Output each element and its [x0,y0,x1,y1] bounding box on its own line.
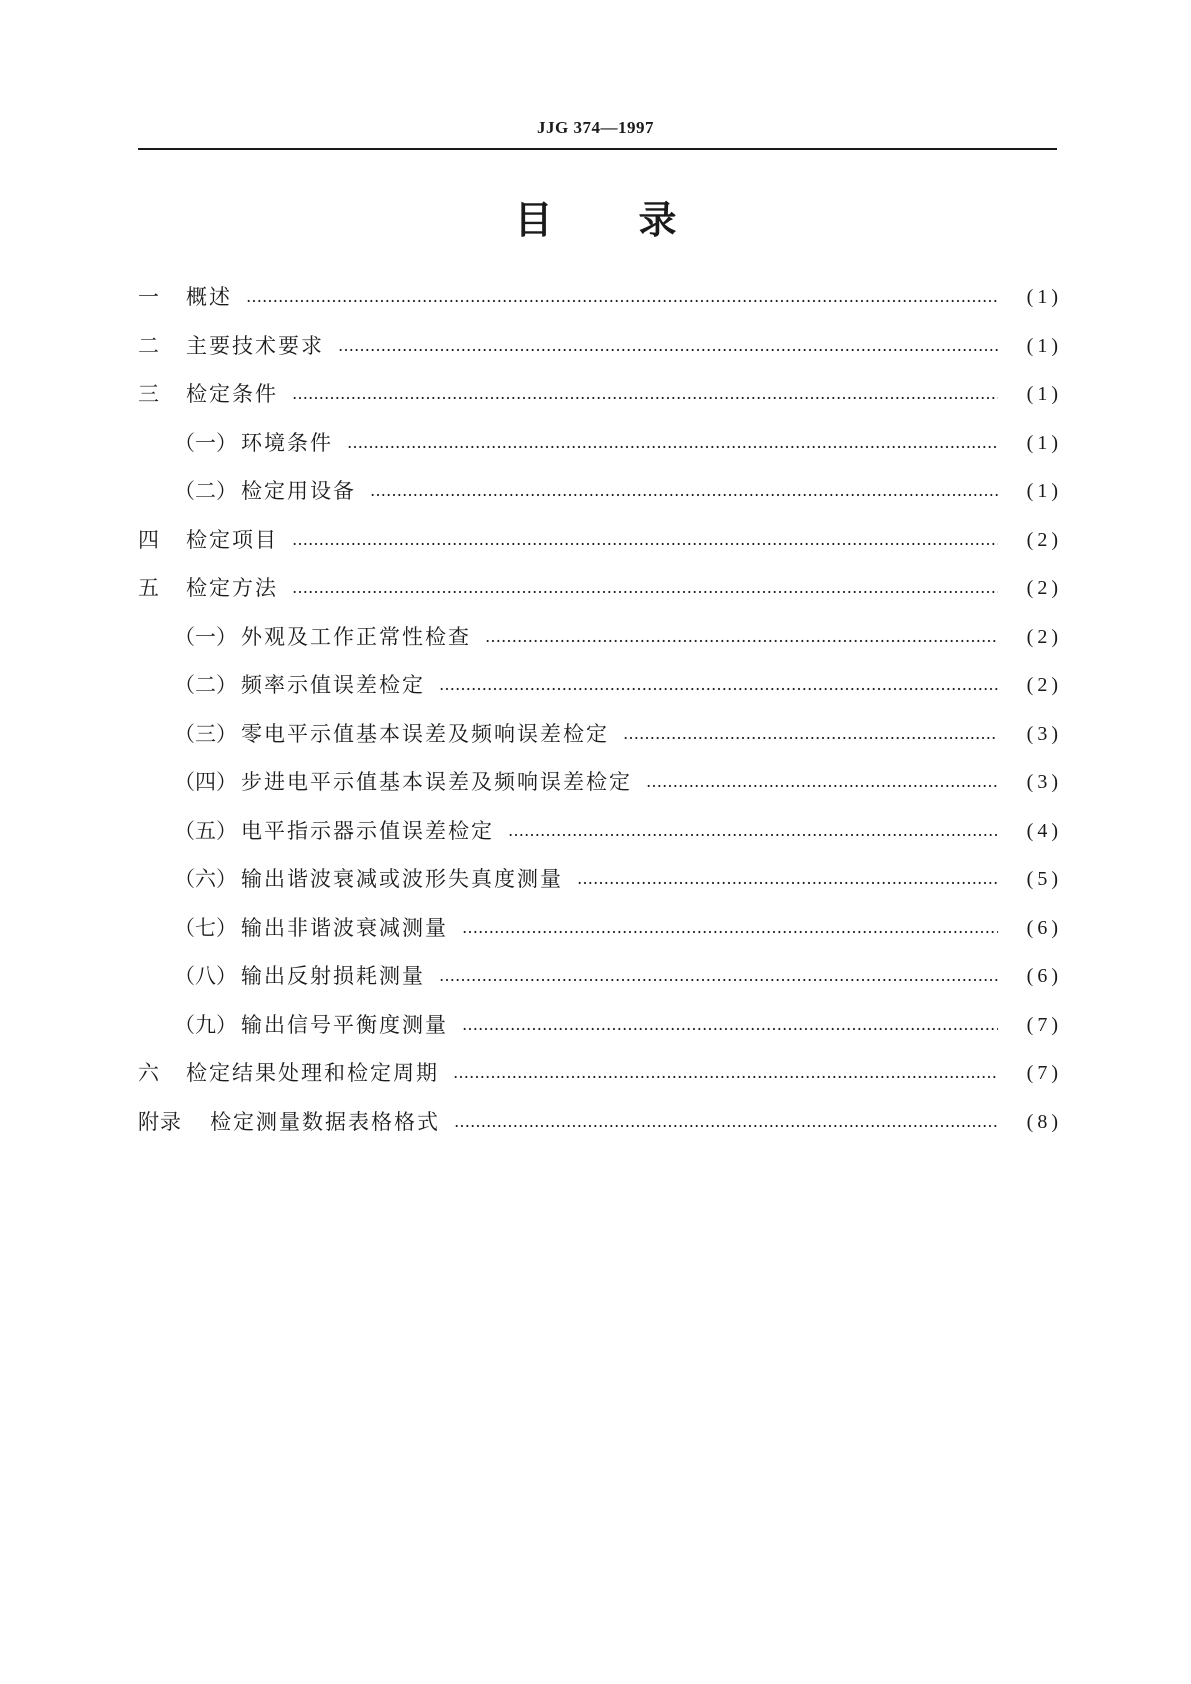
toc-dot-leader [577,865,998,893]
toc-entry-number: （三） [174,721,237,746]
toc-dot-leader [292,380,998,408]
toc-entry-page: ( 8 ) [1026,1110,1058,1133]
toc-subentry[interactable] [138,710,1058,759]
toc-entry-title: 检定结果处理和检定周期 [186,1061,439,1086]
toc-entry-number: （一） [174,624,237,649]
toc-entry-page: ( 7 ) [1026,1062,1058,1085]
toc-entry-page: ( 3 ) [1026,771,1058,794]
toc-entry-title: 频率示值误差检定 [241,673,425,698]
toc-entry-page: ( 6 ) [1026,916,1058,939]
toc-entry[interactable] [138,1049,1058,1098]
toc-entry-number: （二） [174,479,237,504]
toc-dot-leader [347,429,998,457]
toc-entry-page: ( 7 ) [1026,1013,1058,1036]
toc-dot-leader [454,1108,998,1136]
toc-entry-number: 附录 [138,1109,182,1134]
toc-entry-number: 一 [138,285,161,310]
toc-entry-number: （二） [174,673,237,698]
toc-entry-number: （六） [174,867,237,892]
toc-dot-leader [453,1059,998,1087]
toc-entry-page: ( 2 ) [1026,528,1058,551]
toc-subentry[interactable] [138,904,1058,953]
toc-title-char-1: 目 [514,198,553,242]
toc-entry-title: 主要技术要求 [186,333,324,358]
toc-entry-number: 二 [138,333,161,358]
toc-entry[interactable] [138,370,1058,419]
toc-subentry[interactable] [138,467,1058,516]
toc-dot-leader [439,671,998,699]
toc-dot-leader [485,623,998,651]
toc-dot-leader [623,720,998,748]
toc-entry-title: 环境条件 [241,430,333,455]
toc-entry-title: 检定条件 [186,382,278,407]
table-of-contents [138,273,1058,1146]
toc-entry-page: ( 6 ) [1026,965,1058,988]
toc-entry-title: 输出反射损耗测量 [241,964,425,989]
toc-entry-number: 四 [138,527,161,552]
toc-entry-number: （八） [174,964,237,989]
toc-dot-leader [508,817,998,845]
toc-title [0,196,1191,244]
toc-entry-page: ( 3 ) [1026,722,1058,745]
toc-entry-title: 检定项目 [186,527,278,552]
toc-entry-title: 输出非谐波衰减测量 [241,915,448,940]
toc-subentry[interactable] [138,1001,1058,1050]
toc-subentry[interactable] [138,661,1058,710]
toc-subentry[interactable] [138,807,1058,856]
toc-dot-leader [439,962,998,990]
toc-subentry[interactable] [138,952,1058,1001]
toc-entry-page: ( 1 ) [1026,286,1058,309]
toc-entry-number: （四） [174,770,237,795]
toc-entry-title: 概述 [186,285,232,310]
toc-entry-number: 五 [138,576,161,601]
toc-entry-number: （九） [174,1012,237,1037]
toc-entry-page: ( 2 ) [1026,625,1058,648]
toc-entry[interactable] [138,322,1058,371]
toc-subentry[interactable] [138,855,1058,904]
toc-entry-title: 步进电平示值基本误差及频响误差检定 [241,770,632,795]
toc-entry-number: （五） [174,818,237,843]
toc-entry-page: ( 2 ) [1026,577,1058,600]
toc-dot-leader [246,283,998,311]
toc-dot-leader [462,1011,998,1039]
toc-entry-page: ( 1 ) [1026,383,1058,406]
toc-dot-leader [370,477,998,505]
toc-entry[interactable] [138,516,1058,565]
header-divider [138,148,1057,150]
toc-dot-leader [338,332,998,360]
toc-entry-number: （一） [174,430,237,455]
toc-entry-title: 检定用设备 [241,479,356,504]
toc-entry-page: ( 1 ) [1026,334,1058,357]
toc-entry-page: ( 2 ) [1026,674,1058,697]
toc-dot-leader [462,914,998,942]
toc-entry-page: ( 1 ) [1026,431,1058,454]
toc-subentry[interactable] [138,419,1058,468]
toc-subentry[interactable] [138,758,1058,807]
toc-entry-title: 检定方法 [186,576,278,601]
toc-entry-title: 电平指示器示值误差检定 [241,818,494,843]
toc-entry-page: ( 5 ) [1026,868,1058,891]
toc-entry-number: 六 [138,1061,161,1086]
toc-entry-number: 三 [138,382,161,407]
toc-entry[interactable] [138,564,1058,613]
toc-dot-leader [292,526,998,554]
document-header: JJG 374—1997 [537,118,654,137]
toc-dot-leader [646,768,998,796]
toc-subentry[interactable] [138,613,1058,662]
toc-entry-title: 输出信号平衡度测量 [241,1012,448,1037]
toc-entry-page: ( 1 ) [1026,480,1058,503]
toc-entry-title: 输出谐波衰减或波形失真度测量 [241,867,563,892]
toc-entry[interactable] [138,273,1058,322]
toc-dot-leader [292,574,998,602]
toc-title-char-2: 录 [638,198,677,242]
toc-entry-title: 检定测量数据表格格式 [210,1109,440,1134]
toc-entry-title: 外观及工作正常性检查 [241,624,471,649]
toc-appendix-entry[interactable] [138,1098,1058,1147]
toc-entry-page: ( 4 ) [1026,819,1058,842]
toc-entry-title: 零电平示值基本误差及频响误差检定 [241,721,609,746]
toc-entry-number: （七） [174,915,237,940]
